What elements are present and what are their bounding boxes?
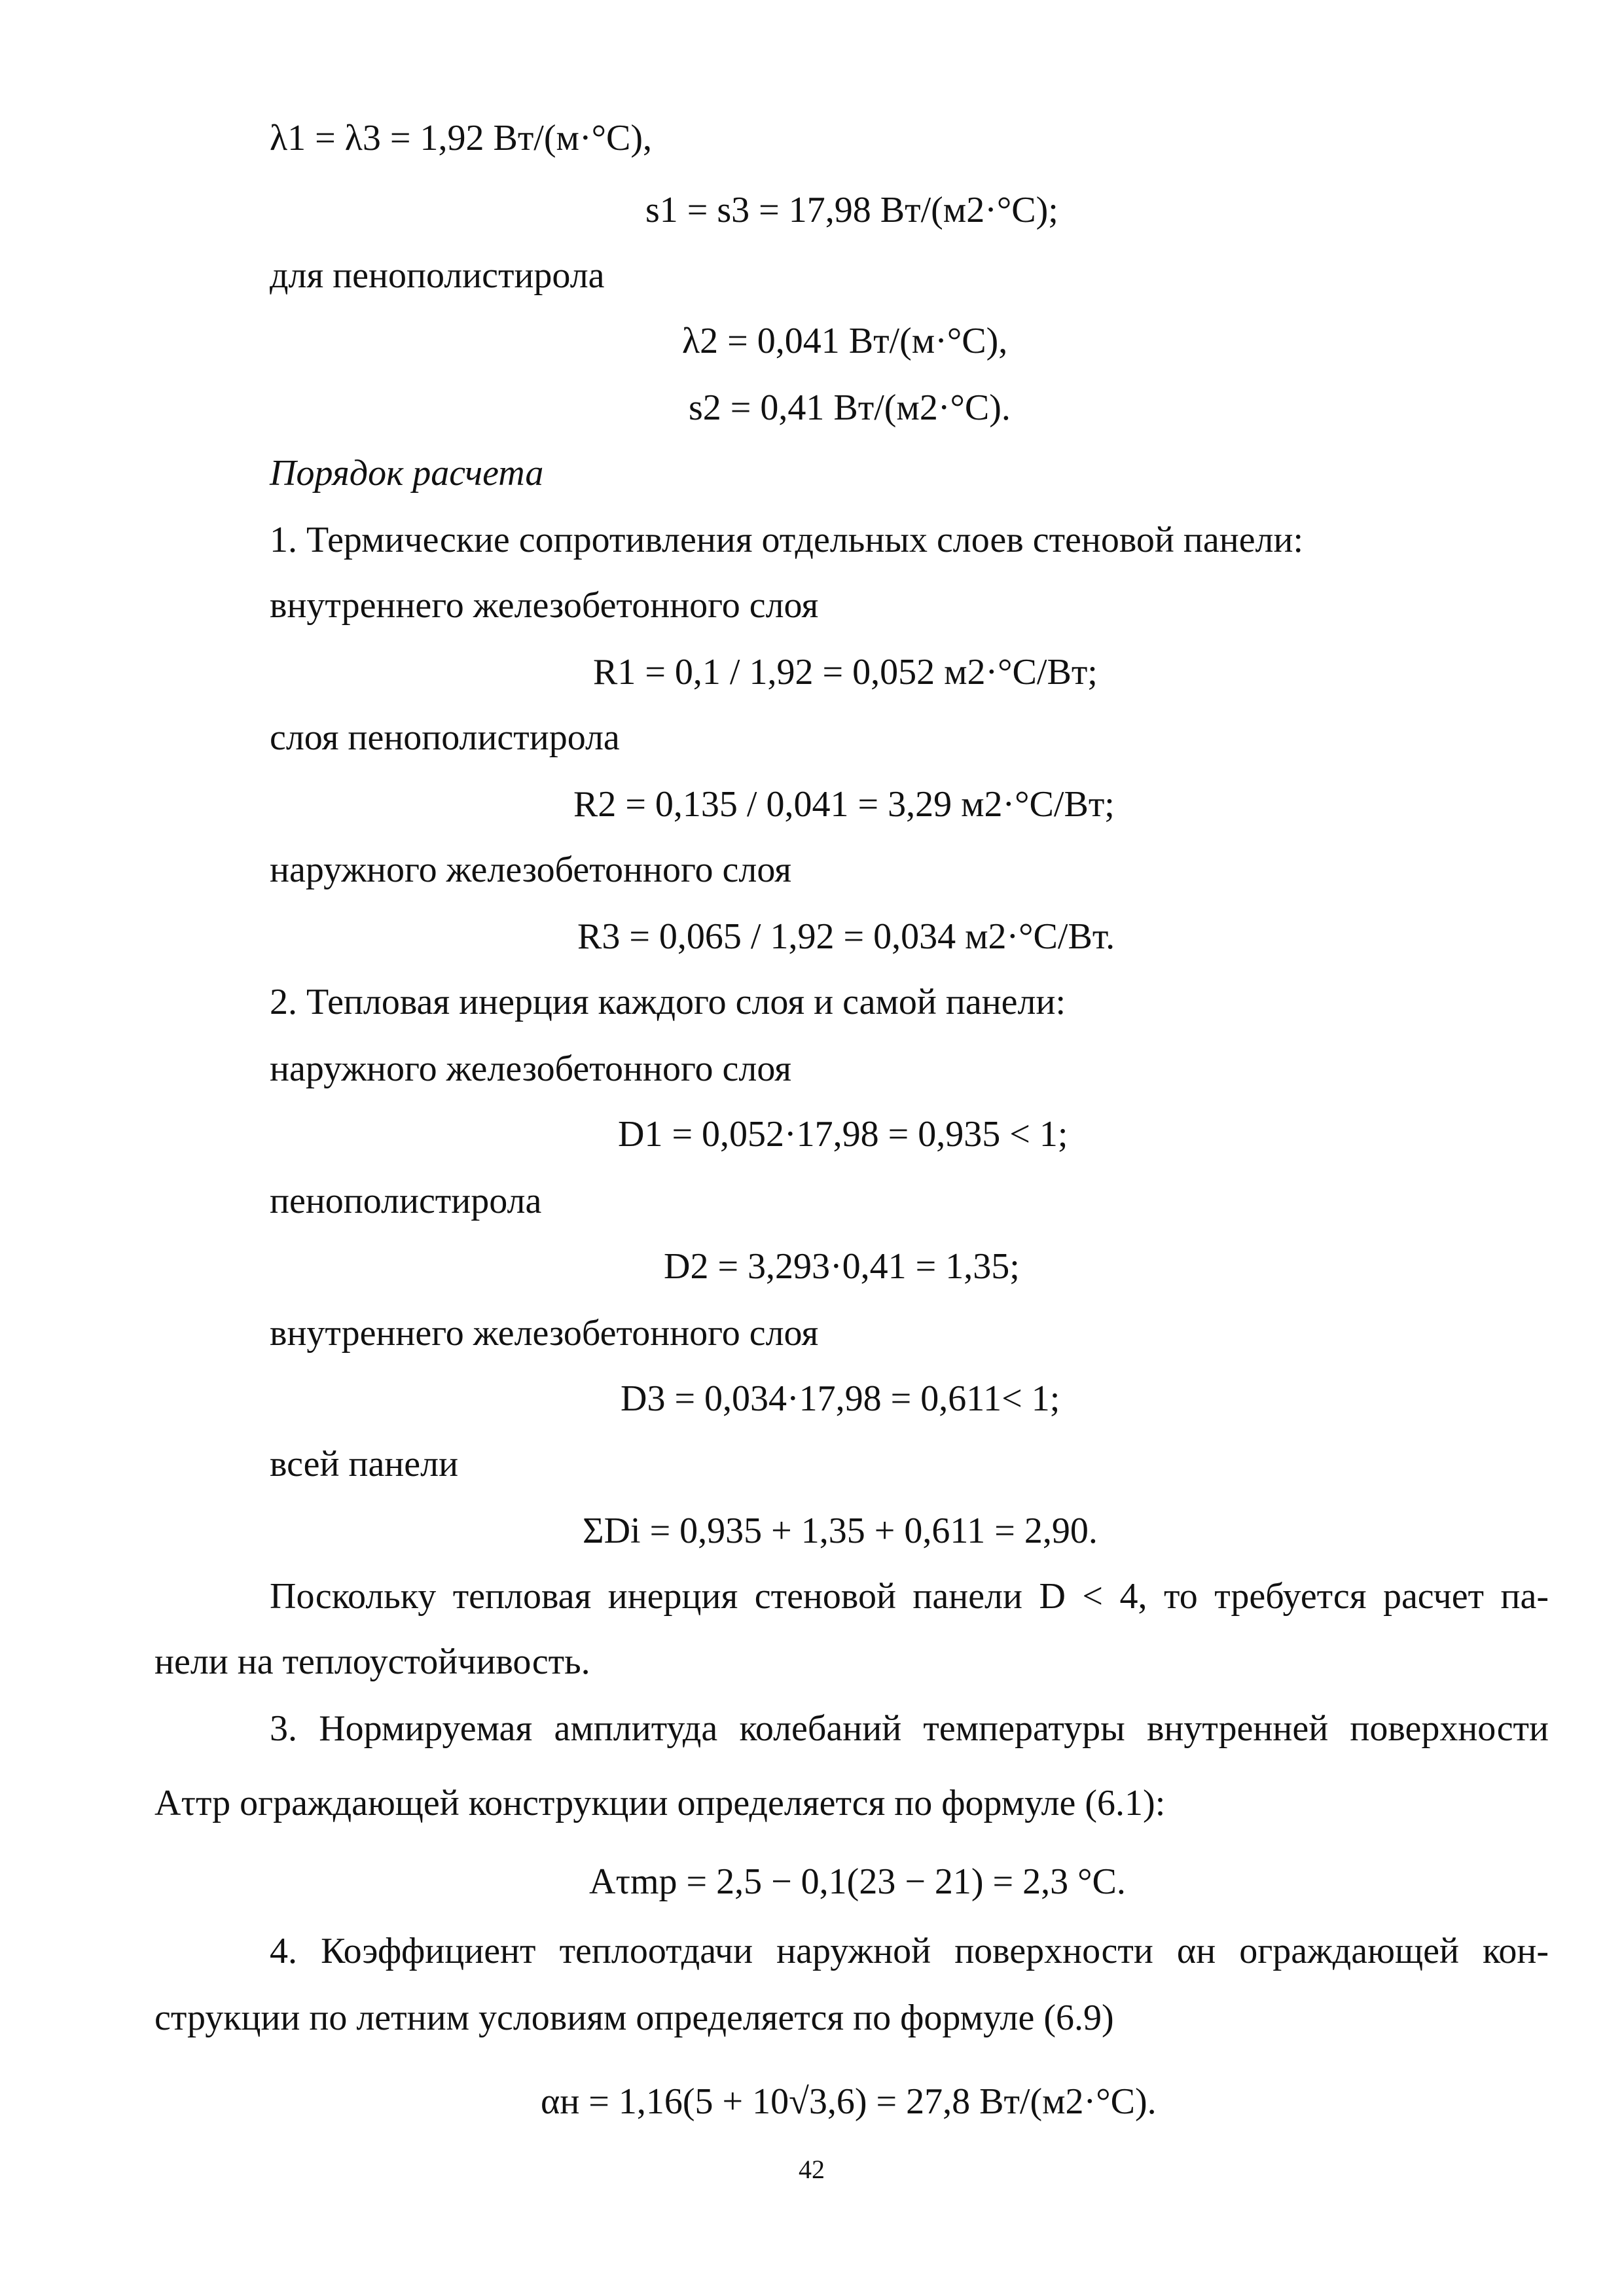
paragraph-line-inertia: Поскольку тепловая инерция стеновой панели D < 4, то требуется расчет па-: [270, 1576, 1549, 1617]
section-heading-calc-order: Порядок расчета: [270, 453, 544, 493]
formula-d2: D2 = 3,293·0,41 = 1,35;: [664, 1246, 1020, 1287]
step-2-heading: 2. Тепловая инерция каждого слоя и самой панели:: [270, 982, 1066, 1022]
formula-r2: R2 = 0,135 / 0,041 = 3,29 м2·°С/Вт;: [573, 784, 1115, 825]
step-1-heading: 1. Термические сопротивления отдельных слоев стеновой панели:: [270, 520, 1304, 560]
formula-lambda-1-3: λ1 = λ3 = 1,92 Вт/(м·°С),: [270, 118, 652, 158]
step-4-formula-ref: струкции по летним условиям определяется по формуле (6.9): [154, 1998, 1114, 2038]
formula-d3: D3 = 0,034·17,98 = 0,611< 1;: [621, 1378, 1060, 1419]
formula-alpha: αн = 1,16(5 + 10√3,6) = 27,8 Вт/(м2·°С).: [541, 2081, 1157, 2122]
paragraph-line-stability: нели на теплоустойчивость.: [154, 1641, 590, 1682]
label-whole-panel: всей панели: [270, 1444, 459, 1484]
label-inner-layer-2: внутреннего железобетонного слоя: [270, 1313, 819, 1354]
formula-s-1-3: s1 = s3 = 17,98 Вт/(м2·°С);: [645, 190, 1058, 230]
formula-amplitude: Aτmp = 2,5 − 0,1(23 − 21) = 2,3 °С.: [589, 1861, 1126, 1902]
formula-lambda-2: λ2 = 0,041 Вт/(м·°С),: [682, 321, 1008, 361]
formula-d1: D1 = 0,052·17,98 = 0,935 < 1;: [618, 1114, 1068, 1155]
step-3-formula-ref: Aτтр ограждающей конструкции определяется по формуле (6.1):: [154, 1783, 1166, 1823]
step-3-heading: 3. Нормируемая амплитуда колебаний температуры внутренней поверхности: [270, 1708, 1549, 1749]
label-outer-layer: наружного железобетонного слоя: [270, 850, 792, 890]
label-polystyrene: для пенополистирола: [270, 255, 605, 296]
step-4-heading: 4. Коэффициент теплоотдачи наружной поверхности αн ограждающей кон-: [270, 1931, 1549, 1971]
formula-r1: R1 = 0,1 / 1,92 = 0,052 м2·°С/Вт;: [593, 652, 1098, 692]
label-outer-layer-2: наружного железобетонного слоя: [270, 1049, 792, 1089]
label-polystyrene-layer: слоя пенополистирола: [270, 717, 620, 758]
formula-r3: R3 = 0,065 / 1,92 = 0,034 м2·°С/Вт.: [577, 916, 1115, 957]
label-inner-layer: внутреннего железобетонного слоя: [270, 585, 819, 626]
label-polystyrene-2: пенополистирола: [270, 1181, 542, 1221]
page-number: 42: [799, 2155, 825, 2184]
formula-sum-d: ΣDi = 0,935 + 1,35 + 0,611 = 2,90.: [583, 1511, 1098, 1551]
formula-s-2: s2 = 0,41 Вт/(м2·°С).: [689, 387, 1011, 428]
